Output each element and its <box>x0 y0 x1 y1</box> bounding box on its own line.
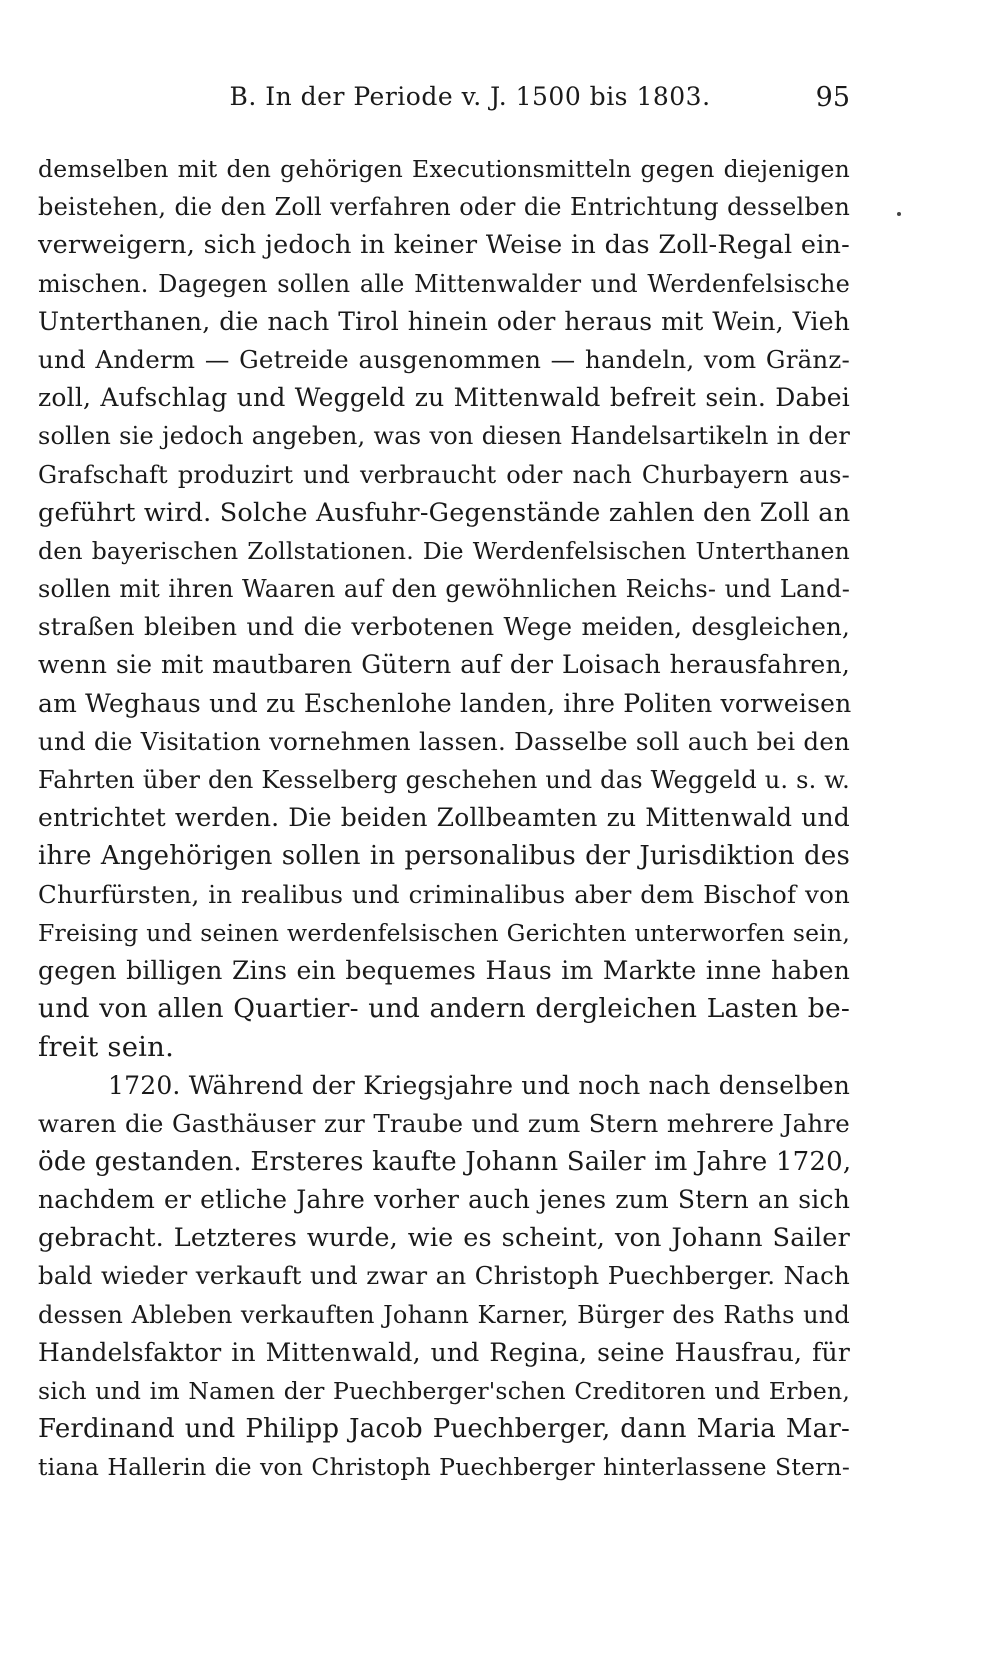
text-line: mischen. Dagegen sollen alle Mittenwalder und Werdenfelsische <box>38 269 850 298</box>
text-line: gegen billigen Zins ein bequemes Haus im Markte inne haben <box>38 955 850 985</box>
text-line: geführt wird. Solche Ausfuhr-Gegenstände zahlen den Zoll an <box>38 497 851 528</box>
text-line: entrichtet werden. Die beiden Zollbeamten zu Mittenwald und <box>38 803 850 833</box>
text-line: wenn sie mit mautbaren Gütern auf der Loisach herausfahren, <box>38 650 850 680</box>
text-line: und Anderm — Getreide ausgenommen — handeln, vom Gränz- <box>38 344 850 374</box>
text-line: am Weghaus und zu Eschenlohe landen, ihre Politen vorweisen <box>38 688 852 718</box>
text-line: tiana Hallerin die von Christoph Puechberger hinterlassene Stern- <box>38 1453 850 1482</box>
text-line: Fahrten über den Kesselberg geschehen und das Weggeld u. s. w. <box>38 766 850 794</box>
running-head: B. In der Periode v. J. 1500 bis 1803. <box>229 82 711 111</box>
print-speck <box>897 212 901 216</box>
text-line: Handelsfaktor in Mittenwald, und Regina, seine Hausfrau, für <box>38 1337 850 1367</box>
text-line: öde gestanden. Ersteres kaufte Johann Sailer im Jahre 1720, <box>38 1146 852 1177</box>
page-header <box>40 82 850 118</box>
body-text <box>38 150 850 1487</box>
text-line: waren die Gasthäuser zur Traube und zum Stern mehrere Jahre <box>38 1108 850 1138</box>
text-line: Freising und seinen werdenfelsischen Gerichten unterworfen sein, <box>38 918 850 947</box>
page-number: 95 <box>815 82 850 113</box>
text-line: zoll, Aufschlag und Weggeld zu Mittenwald befreit sein. Dabei <box>38 383 850 413</box>
paragraph-end-line: freit sein. <box>38 1031 175 1064</box>
text-line: sollen sie jedoch angeben, was von diesen Handelsartikeln in der <box>38 422 850 451</box>
text-line: und von allen Quartier- und andern dergleichen Lasten be- <box>38 993 850 1025</box>
text-line: Unterthanen, die nach Tirol hinein oder heraus mit Wein, Vieh <box>38 306 850 336</box>
text-line: demselben mit den gehörigen Executionsmitteln gegen diejenigen <box>38 155 850 183</box>
text-line: verweigern, sich jedoch in keiner Weise in das Zoll-Regal ein- <box>38 230 850 261</box>
text-line: beistehen, die den Zoll verfahren oder die Entrichtung desselben <box>38 193 850 222</box>
text-line: sich und im Namen der Puechberger'schen Creditoren und Erben, <box>38 1377 850 1405</box>
text-line: und die Visitation vornehmen lassen. Dasselbe soll auch bei den <box>38 726 850 756</box>
text-line: nachdem er etliche Jahre vorher auch jenes zum Stern an sich <box>38 1185 850 1215</box>
text-line: straßen bleiben und die verbotenen Wege meiden, desgleichen, <box>38 612 850 642</box>
text-line: ihre Angehörigen sollen in personalibus der Jurisdiktion des <box>38 841 850 872</box>
text-line: gebracht. Letzteres wurde, wie es scheint, von Johann Sailer <box>38 1223 850 1254</box>
text-line: Grafschaft produzirt und verbraucht oder nach Churbayern aus- <box>38 460 850 489</box>
text-line: Churfürsten, in realibus und criminalibus aber dem Bischof von <box>38 879 850 909</box>
text-line: den bayerischen Zollstationen. Die Werdenfelsischen Unterthanen <box>38 536 850 565</box>
text-line: bald wieder verkauft und zwar an Christoph Puechberger. Nach <box>38 1261 850 1291</box>
text-line: sollen mit ihren Waaren auf den gewöhnlichen Reichs- und Land- <box>38 575 850 604</box>
text-line: dessen Ableben verkauften Johann Karner, Bürger des Raths und <box>38 1300 850 1329</box>
text-line: Ferdinand und Philipp Jacob Puechberger, dann Maria Mar- <box>38 1414 850 1445</box>
paragraph-start-line: 1720. Während der Kriegsjahre und noch nach denselben <box>108 1070 850 1100</box>
